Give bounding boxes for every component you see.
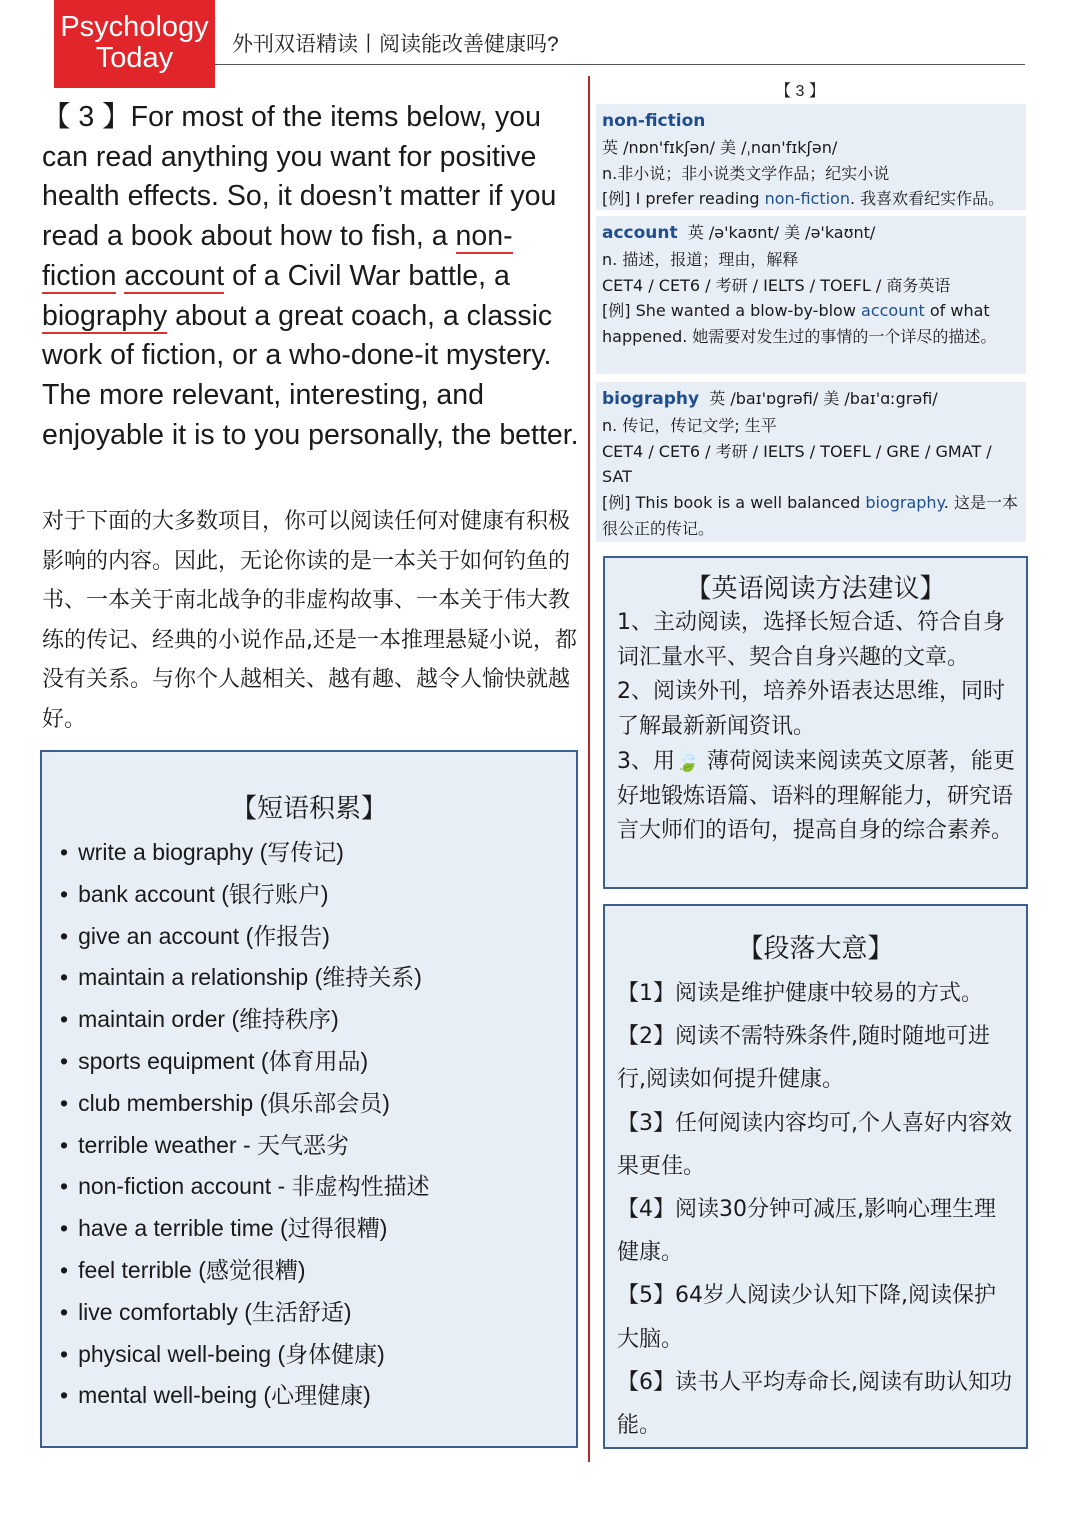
phrase-item: • bank account (银行账户)	[60, 874, 430, 916]
english-paragraph	[42, 98, 582, 455]
vocab-example-post: of what happened. 她需要对发生过的事情的一个详尽的描述。	[602, 301, 997, 347]
summary-item: 【6】读书人平均寿命长,阅读有助认知功能。	[617, 1369, 1012, 1439]
method-item	[617, 744, 1021, 849]
method-item: 2、阅读外刊，培养外语表达思维，同时了解最新新闻资讯。	[617, 679, 1005, 739]
reading-method-box	[603, 556, 1028, 889]
summary-item: 【5】64岁人阅读少认知下降,阅读保护大脑。	[617, 1283, 996, 1352]
underlined-word-biography: biography	[42, 299, 168, 332]
vocab-meaning: n. 描述，报道；理由，解释	[602, 249, 799, 269]
vocab-example-word: biography	[865, 493, 944, 513]
vocab-levels: CET4 / CET6 / 考研 / IELTS / TOEFL / GRE / GMAT / SAT	[602, 441, 992, 487]
phrase-item: • non-fiction account - 非虚构性描述	[60, 1166, 430, 1208]
phrase-item: • mental well-being (心理健康)	[60, 1375, 430, 1417]
phrase-list	[60, 832, 430, 1417]
summary-item: 【3】任何阅读内容均可,个人喜好内容效果更佳。	[617, 1110, 1012, 1179]
phrase-item: • sports equipment (体育用品)	[60, 1041, 430, 1083]
summary-item: 【1】阅读是维护健康中较易的方式。	[617, 981, 983, 1006]
vocab-example-word: account	[861, 301, 925, 321]
vocab-word: non-fiction	[602, 111, 706, 131]
phrase-item: • terrible weather - 天气恶劣	[60, 1125, 430, 1167]
vocab-example-pre: [例] This book is a well balanced	[602, 493, 866, 513]
phrase-box	[40, 750, 578, 1448]
vocab-entry-account	[596, 216, 1026, 374]
vocab-entry-biography	[596, 382, 1026, 542]
phrase-item: • maintain order (维持秩序)	[60, 999, 430, 1041]
vocab-phonetic: 英 /ə'kaʊnt/ 美 /ə'kaʊnt/	[687, 223, 876, 242]
vocab-phonetic: 英 /nɒn'fɪkʃən/ 美 /ˌnɑn'fɪkʃən/	[602, 137, 838, 157]
vocab-entry-non-fiction	[596, 104, 1026, 210]
para-prefix: 【 3 】For most of the items below, you can read anything you want for positive health effects. So, it doesn’t matter if you read a book about how to fish, a	[42, 101, 557, 253]
vocab-levels: CET4 / CET6 / 考研 / IELTS / TOEFL / 商务英语	[602, 275, 951, 295]
summary-box-title: 【段落大意】	[737, 934, 894, 964]
method-item3-pre: 3、用	[617, 749, 675, 774]
vocab-example-pre: [例] She wanted a blow-by-blow	[602, 301, 862, 321]
phrase-item: • give an account (作报告)	[60, 916, 430, 958]
underlined-word-non-fiction: non-fiction	[42, 220, 513, 292]
leaf-icon: 🍃	[675, 749, 700, 773]
header-divider	[215, 64, 1025, 65]
psychology-today-logo	[54, 0, 215, 88]
phrase-item: • feel terrible (感觉很糟)	[60, 1250, 430, 1292]
phrase-item: • live comfortably (生活舒适)	[60, 1292, 430, 1334]
para-suffix: about a great coach, a classic work of fiction, or a who-done-it mystery. The more relevant, interesting, and enjoyable it is to you personally, the better.	[42, 299, 579, 451]
phrase-item: • write a biography (写传记)	[60, 832, 430, 874]
phrase-item: • maintain a relationship (维持关系)	[60, 957, 430, 999]
method-body	[617, 606, 1021, 849]
paragraph-summary-box	[603, 904, 1028, 1449]
vocab-phonetic: 英 /baɪ'ɒgrəfi/ 美 /baɪ'ɑːgrəfi/	[709, 389, 938, 408]
phrase-item: • club membership (俱乐部会员)	[60, 1083, 430, 1125]
vocab-meaning: n. 传记，传记文学; 生平	[602, 415, 777, 435]
vocab-example-word: non-fiction	[764, 189, 850, 209]
logo-line1: Psychology	[60, 11, 209, 43]
method-box-title: 【英语阅读方法建议】	[685, 574, 946, 604]
underlined-word-account: account	[124, 259, 225, 292]
vocab-example-post: . 我喜欢看纪实作品。	[849, 189, 1005, 209]
summary-body	[617, 972, 1017, 1447]
vocab-meaning: n.非小说；非小说类文学作品；纪实小说	[602, 163, 890, 183]
summary-item: 【2】阅读不需特殊条件,随时随地可进行,阅读如何提升健康。	[617, 1024, 990, 1093]
logo-line2: Today	[95, 42, 174, 74]
vocab-example-pre: [例] I prefer reading	[602, 189, 765, 209]
phrase-item: • physical well-being (身体健康)	[60, 1334, 430, 1376]
phrase-box-title: 【短语积累】	[230, 794, 387, 824]
chinese-translation: 对于下面的大多数项目，你可以阅读任何对健康有积极影响的内容。因此，无论你读的是一本关于如何钓鱼的书、一本关于南北战争的非虚构故事、一本关于伟大教练的传记、经典的小说作品,还是一本推理悬疑小说，都没有关系。与你个人越相关、越有趣、越令人愉快就越好。	[42, 509, 577, 732]
vocab-example-post: . 这是一本很公正的传记。	[602, 493, 1018, 538]
column-divider	[588, 76, 590, 1462]
vocab-word: account	[602, 223, 678, 243]
vocab-word: biography	[602, 389, 700, 409]
phrase-item: • have a terrible time (过得很糟)	[60, 1208, 430, 1250]
page-title: 外刊双语精读丨阅读能改善健康吗?	[232, 33, 559, 56]
para-middle: of a Civil War battle, a	[224, 259, 510, 292]
method-item3-post: 薄荷阅读来阅读英文原著，能更好地锻炼语篇、语料的理解能力，研究语言大师们的语句，提高自身的综合素养。	[617, 749, 1015, 843]
method-item: 1、主动阅读，选择长短合适、符合自身词汇量水平、契合自身兴趣的文章。	[617, 610, 1005, 670]
summary-item: 【4】阅读30分钟可减压,影响心理生理健康。	[617, 1197, 996, 1266]
section-label: 【 3 】	[775, 83, 825, 100]
